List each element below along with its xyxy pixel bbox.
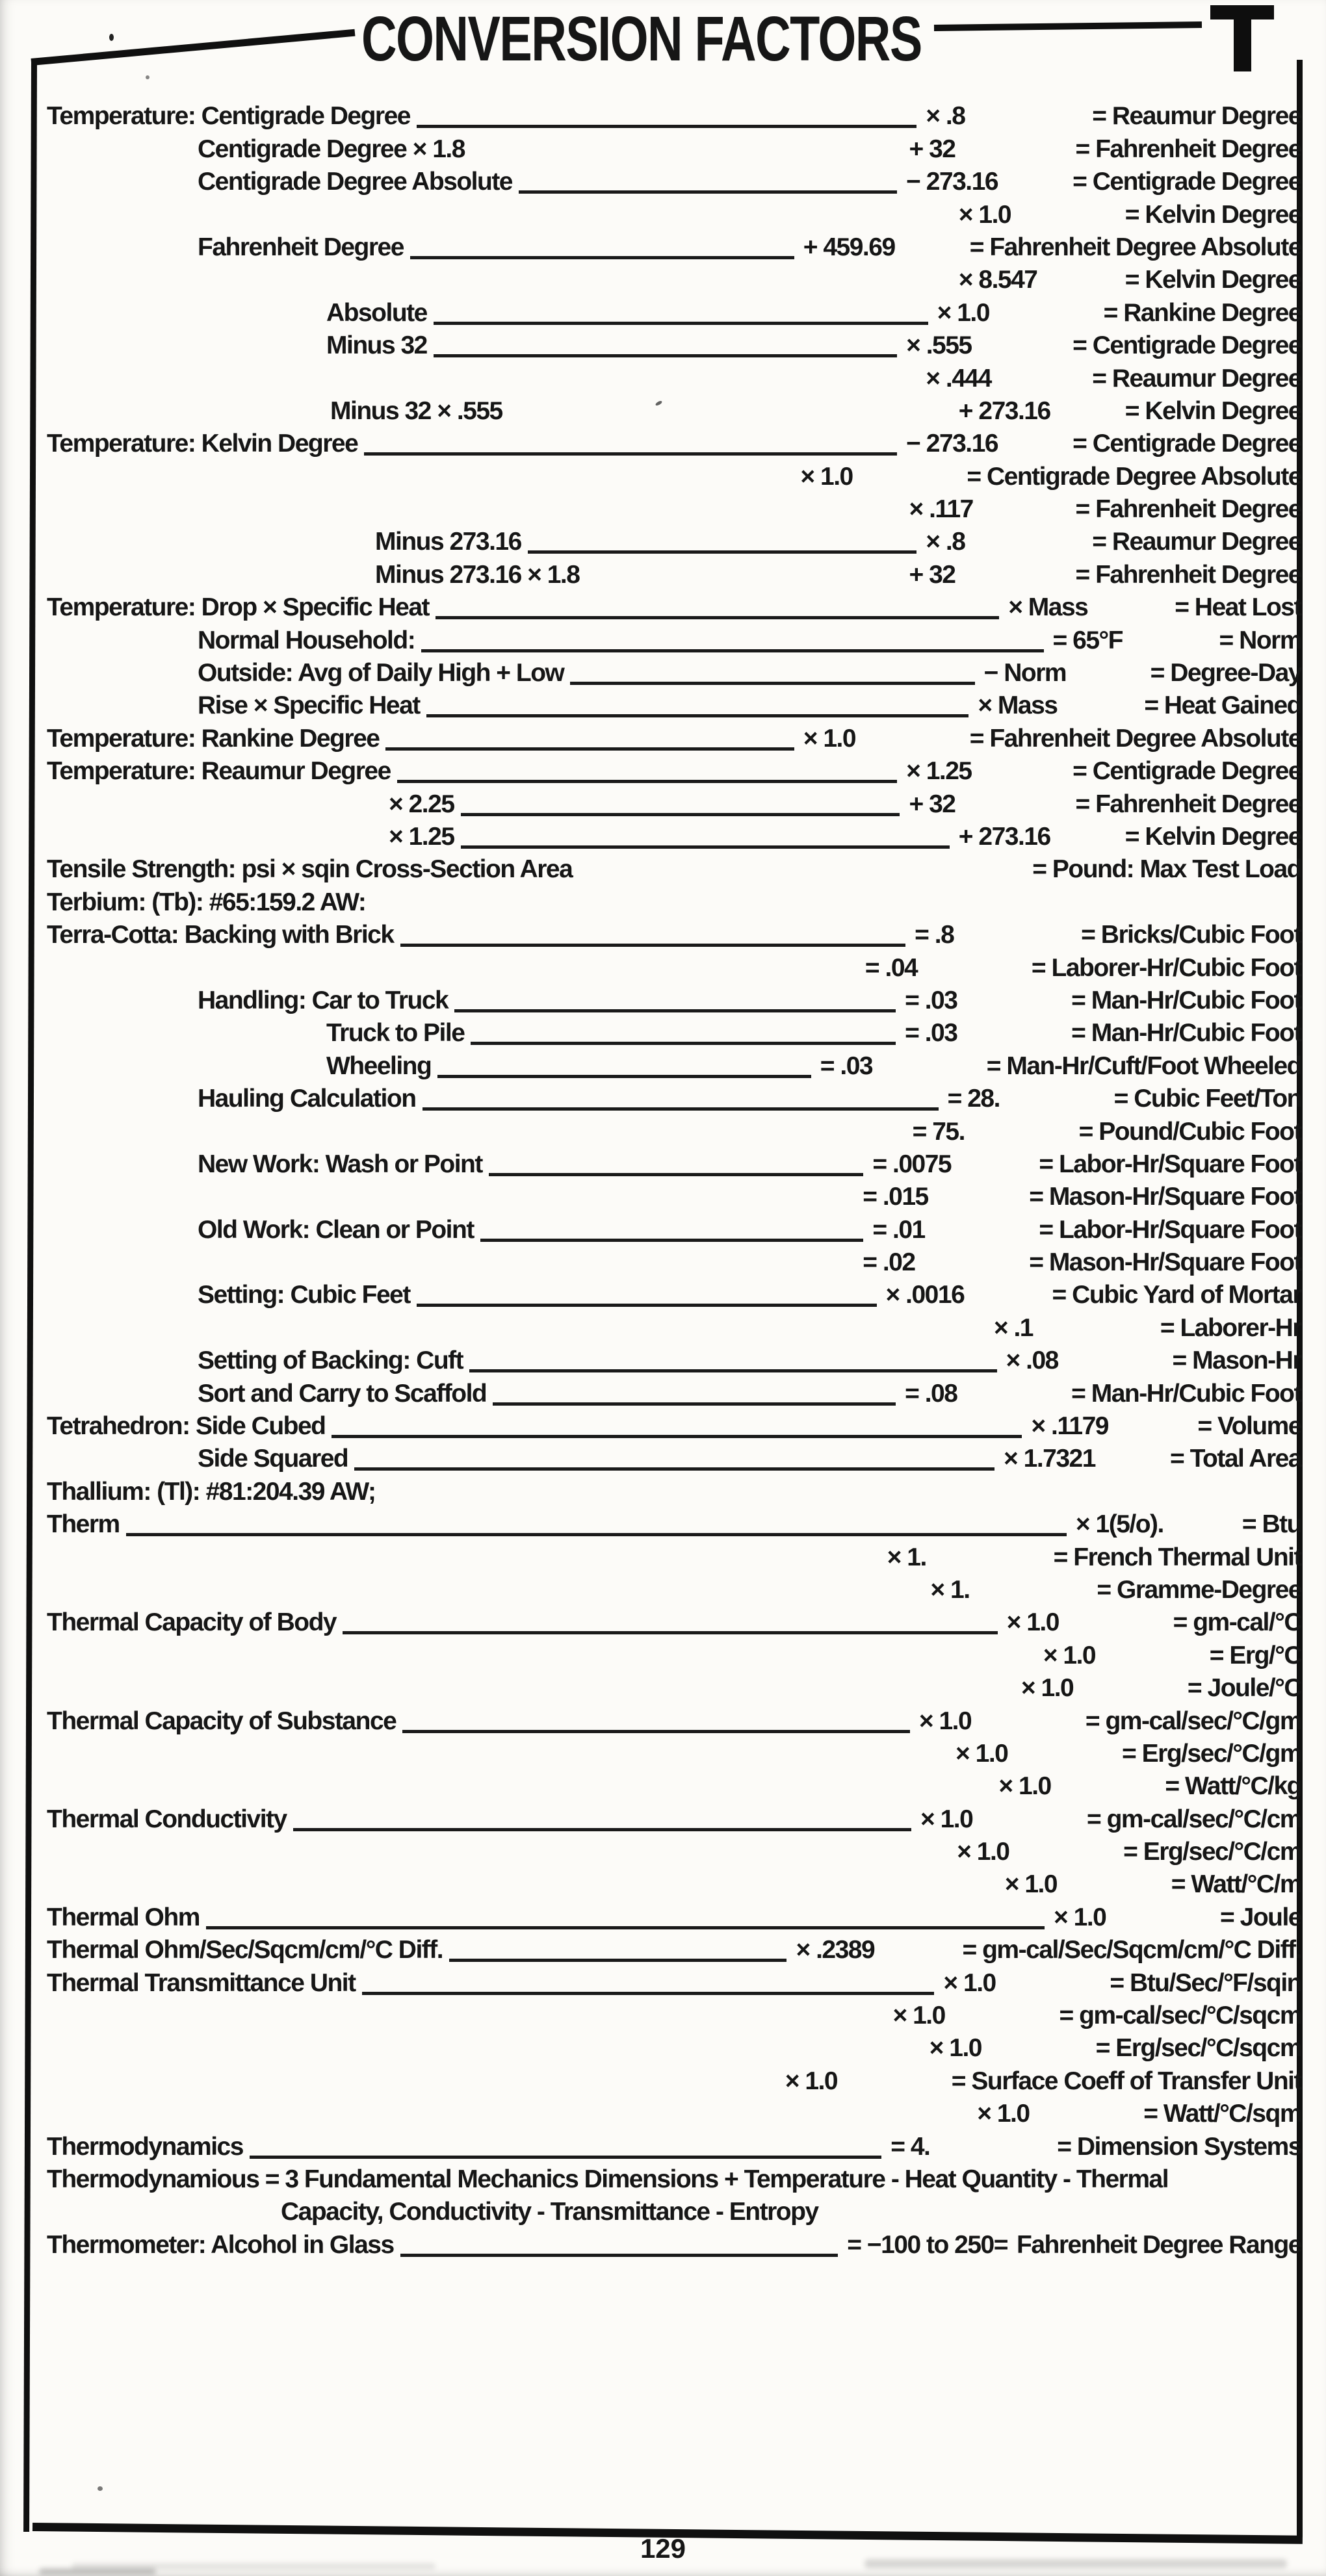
table-row — [34, 1705, 1301, 1737]
row-leader-line — [343, 1631, 997, 1634]
row-label: Temperature: Reaumur Degree — [47, 757, 391, 786]
table-row — [34, 1836, 1301, 1868]
section-letter-badge — [1210, 5, 1274, 70]
row-label: Temperature: Rankine Degree — [47, 724, 380, 753]
row-result: = French Thermal Unit — [1053, 1543, 1301, 1571]
row-result: = Laborer-Hr/Cubic Foot — [1031, 953, 1301, 982]
table-row — [34, 788, 1301, 820]
row-result: = Heat Lost — [1175, 593, 1301, 622]
table-row — [34, 198, 1301, 231]
row-operator: = .015 — [863, 1183, 928, 1211]
row-operator: × 1.0 — [918, 1707, 972, 1735]
row-result: = Man-Hr/Cuft/Foot Wheeled — [986, 1051, 1301, 1080]
row-result: = Gramme-Degree — [1097, 1575, 1301, 1604]
row-leader-line — [364, 452, 897, 456]
row-operator: × 1.7321 — [1004, 1445, 1095, 1473]
table-row — [34, 591, 1301, 624]
row-operator: × 1.0 — [1043, 1641, 1096, 1669]
row-label: Minus 32 — [326, 331, 427, 360]
row-result: = gm-cal/sec/°C/sqcm — [1059, 2002, 1301, 2030]
row-operator: × .1179 — [1031, 1412, 1108, 1441]
row-result: = Kelvin Degree — [1124, 822, 1301, 851]
table-row — [34, 2130, 1301, 2163]
row-operator: + 273.16 — [958, 822, 1050, 851]
row-operator: × 1. — [930, 1575, 970, 1604]
row-operator: − Norm — [983, 659, 1067, 688]
table-row — [34, 1639, 1301, 1671]
row-label: Truck to Pile — [326, 1019, 465, 1048]
row-operator: × .444 — [926, 364, 991, 393]
row-operator: × 1.0 — [958, 200, 1011, 229]
row-operator: × 1.0 — [957, 1838, 1009, 1866]
row-result: = Reaumur Degree — [1092, 364, 1301, 393]
row-result: = Centigrade Degree — [1072, 757, 1301, 786]
table-row — [34, 1181, 1301, 1213]
table-row — [34, 1606, 1301, 1639]
row-label: Temperature: Drop × Specific Heat — [47, 593, 430, 622]
table-row — [34, 231, 1301, 264]
row-result: = Kelvin Degree — [1124, 266, 1301, 294]
table-row — [34, 428, 1301, 460]
row-operator — [1135, 2224, 1301, 2228]
table-row — [34, 1017, 1301, 1050]
table-row — [34, 296, 1301, 329]
table-row — [34, 1311, 1301, 1344]
row-leader-line — [454, 1009, 896, 1012]
table-row — [34, 1966, 1301, 1999]
row-operator: = .8 — [915, 921, 954, 949]
table-row — [34, 1475, 1301, 1508]
row-operator: × 1.0 — [1054, 1903, 1106, 1931]
row-label: Capacity, Conductivity - Transmittance - Entropy — [281, 2198, 818, 2226]
row-operator: + 32 — [909, 135, 956, 163]
table-row — [34, 1246, 1301, 1279]
row-label: Thermal Conductivity — [47, 1805, 287, 1833]
row-label: Handling: Car to Truck — [198, 986, 448, 1014]
table-row — [34, 951, 1301, 984]
row-operator: × 1.0 — [1006, 1608, 1059, 1637]
row-leader-line — [400, 2254, 838, 2257]
row-operator: × 1.0 — [920, 1805, 973, 1833]
row-leader-line — [332, 1435, 1022, 1438]
row-operator: − 273.16 — [906, 430, 998, 458]
row-result: = Centigrade Degree Absolute — [967, 462, 1301, 491]
row-result: = Man-Hr/Cubic Foot — [1071, 1379, 1301, 1408]
row-result: = Watt/°C/sqm — [1143, 2100, 1301, 2128]
row-leader-line — [385, 747, 794, 751]
row-result: = Surface Coeff of Transfer Unit — [951, 2067, 1301, 2095]
row-result: = Man-Hr/Cubic Foot — [1071, 986, 1301, 1014]
row-operator: + 459.69 — [803, 233, 895, 261]
row-result: = Watt/°C/m — [1171, 1870, 1301, 1899]
row-result: = Cubic Feet/Ton — [1113, 1085, 1301, 1113]
row-label: Terra-Cotta: Backing with Brick — [47, 921, 394, 949]
row-operator: × 1.0 — [785, 2067, 838, 2095]
row-leader-line — [437, 1075, 811, 1078]
row-operator: + 32 — [909, 560, 956, 589]
table-row — [34, 2163, 1301, 2196]
row-leader-line — [362, 1992, 935, 1995]
scan-artifact — [39, 2568, 156, 2575]
row-leader-line — [489, 1173, 864, 1176]
row-label: Thermodynamious = 3 Fundamental Mechanics Dimensions + Temperature - Heat Quantity - Thermal — [47, 2165, 1169, 2193]
table-row — [34, 133, 1301, 165]
row-result: = Fahrenheit Degree Absolute — [969, 724, 1301, 753]
table-row — [34, 558, 1301, 591]
row-result: Fahrenheit Degree Range — [1017, 2230, 1301, 2259]
table-row — [34, 1345, 1301, 1377]
row-label: Terbium: (Tb): #65:159.2 AW: — [47, 888, 366, 916]
row-label: Setting of Backing: Cuft — [198, 1346, 463, 1375]
row-operator: × 1.0 — [803, 724, 856, 753]
row-label: Sort and Carry to Scaffold — [198, 1379, 487, 1408]
row-leader-line — [410, 256, 794, 259]
table-row — [34, 853, 1301, 886]
row-operator — [866, 882, 1032, 886]
row-label: Thermal Capacity of Substance — [47, 1707, 396, 1735]
table-row — [34, 2000, 1301, 2032]
row-operator: = .03 — [905, 1019, 957, 1048]
table-row — [34, 493, 1301, 526]
table-row — [34, 526, 1301, 558]
row-result: = Reaumur Degree — [1092, 102, 1301, 131]
row-label: Temperature: Kelvin Degree — [47, 430, 358, 458]
row-result: = Erg/°C — [1209, 1641, 1301, 1669]
row-leader-line — [436, 616, 999, 619]
row-result: = Bricks/Cubic Foot — [1081, 921, 1301, 949]
row-label: Thermodynamics — [47, 2132, 243, 2161]
table-row — [34, 755, 1301, 788]
table-row — [34, 1083, 1301, 1115]
table-row — [34, 1115, 1301, 1148]
table-row — [34, 1508, 1301, 1541]
row-operator: × .555 — [906, 331, 972, 360]
row-label: Fahrenheit Degree — [198, 233, 404, 261]
table-row — [34, 985, 1301, 1017]
table-row — [34, 1770, 1301, 1803]
row-result: = Btu — [1242, 1510, 1301, 1539]
row-result: = Labor-Hr/Square Foot — [1039, 1215, 1301, 1244]
row-label: Thermal Capacity of Body — [47, 1608, 337, 1637]
table-row — [34, 1443, 1301, 1475]
row-result: = Watt/°C/kg — [1165, 1772, 1301, 1801]
row-operator: × 1(5/o). — [1075, 1510, 1164, 1539]
table-row — [34, 2065, 1301, 2097]
row-leader-line — [397, 780, 897, 783]
row-result: = Fahrenheit Degree — [1075, 495, 1301, 524]
title-rule-left — [31, 29, 356, 66]
row-operator: × 1.25 — [906, 757, 972, 786]
row-operator: × 1.0 — [956, 1739, 1008, 1768]
table-row — [34, 1934, 1301, 1966]
row-operator: × 1.0 — [937, 298, 989, 327]
row-label: Normal Household: — [198, 626, 415, 654]
table-row — [34, 1410, 1301, 1443]
row-label: Rise × Specific Heat — [198, 691, 420, 720]
row-operator: + 32 — [909, 790, 956, 818]
row-label: Hauling Calculation — [198, 1085, 416, 1113]
row-result: = Kelvin Degree — [1124, 200, 1301, 229]
table-row — [34, 264, 1301, 296]
row-result: = Fahrenheit Degree — [1075, 135, 1301, 163]
row-result: = Pound/Cubic Foot — [1078, 1117, 1301, 1146]
row-result: = Centigrade Degree — [1072, 168, 1301, 196]
row-leader-line — [434, 322, 928, 325]
row-operator: = 4. — [890, 2132, 930, 2161]
row-operator: = .03 — [905, 986, 957, 1014]
row-result: = Kelvin Degree — [1124, 396, 1301, 425]
table-row — [34, 1148, 1301, 1181]
scan-artifact — [864, 2559, 1287, 2568]
row-leader-line — [519, 190, 897, 194]
table-row — [34, 821, 1301, 853]
row-result: = Man-Hr/Cubic Foot — [1071, 1019, 1301, 1048]
row-operator: × .08 — [1006, 1346, 1058, 1375]
scan-artifact — [98, 2486, 103, 2491]
row-operator — [1135, 915, 1301, 919]
table-row — [34, 1738, 1301, 1770]
row-result: = Degree-Day — [1150, 659, 1301, 688]
table-row — [34, 1541, 1301, 1573]
row-leader-line — [426, 714, 969, 717]
row-operator: × Mass — [1008, 593, 1088, 622]
row-operator: = −100 to 250= — [847, 2230, 1008, 2259]
row-label: × 2.25 — [389, 790, 454, 818]
row-leader-line — [250, 2156, 881, 2159]
row-leader-line — [402, 1730, 910, 1733]
row-label: Thermal Transmittance Unit — [47, 1968, 356, 1997]
row-operator: × 1. — [887, 1543, 926, 1571]
row-result: = Volume — [1197, 1412, 1301, 1441]
row-result: = Joule — [1220, 1903, 1301, 1931]
table-row — [34, 1213, 1301, 1246]
row-label: Tensile Strength: psi × sqin Cross-Section Area — [47, 855, 573, 884]
row-result: = Joule/°C — [1187, 1674, 1301, 1703]
row-label: Minus 273.16 — [375, 528, 521, 556]
row-result: = Fahrenheit Degree — [1075, 560, 1301, 589]
row-label: Wheeling — [326, 1051, 432, 1080]
row-leader-line — [417, 125, 916, 128]
table-row — [34, 166, 1301, 198]
row-label: Side Squared — [198, 1445, 348, 1473]
row-result: = Btu/Sec/°F/sqin — [1110, 1968, 1301, 1997]
row-operator: × .8 — [926, 102, 965, 131]
table-row — [34, 2098, 1301, 2130]
table-row — [34, 2196, 1301, 2228]
row-leader-line — [461, 845, 950, 849]
row-label: New Work: Wash or Point — [198, 1150, 482, 1178]
table-row — [34, 460, 1301, 493]
table-row — [34, 919, 1301, 951]
table-row — [34, 100, 1301, 133]
row-leader-line — [471, 1042, 896, 1045]
row-operator: = .02 — [863, 1248, 915, 1277]
row-result: = Heat Gained — [1144, 691, 1301, 720]
row-label: Thermal Ohm/Sec/Sqcm/cm/°C Diff. — [47, 1936, 443, 1964]
row-result: = gm-cal/sec/°C/gm — [1085, 1707, 1301, 1735]
table-row — [34, 886, 1301, 918]
row-result: = Mason-Hr — [1172, 1346, 1301, 1375]
row-leader-line — [421, 649, 1043, 652]
row-operator: × 1.0 — [800, 462, 853, 491]
page-number: 129 — [640, 2533, 686, 2564]
scan-artifact — [146, 75, 150, 79]
row-result: = Mason-Hr/Square Foot — [1029, 1183, 1301, 1211]
table-row — [34, 1803, 1301, 1835]
row-label: Minus 32 × .555 — [330, 396, 502, 425]
row-operator: + 273.16 — [958, 396, 1050, 425]
row-operator: = .0075 — [872, 1150, 952, 1178]
row-label: Old Work: Clean or Point — [198, 1215, 474, 1244]
row-result: = Centigrade Degree — [1072, 331, 1301, 360]
table-row — [34, 1279, 1301, 1311]
row-operator: × 1.0 — [1020, 1674, 1074, 1703]
row-label: Thermal Ohm — [47, 1903, 200, 1931]
row-leader-line — [461, 813, 900, 816]
table-row — [34, 689, 1301, 722]
row-leader-line — [434, 354, 897, 357]
row-label: Outside: Avg of Daily High + Low — [198, 659, 564, 688]
row-leader-line — [293, 1828, 911, 1831]
row-result: = Centigrade Degree — [1072, 430, 1301, 458]
row-operator — [1135, 1504, 1301, 1508]
row-result: = Pound: Max Test Load — [1032, 855, 1301, 884]
row-label: Tetrahedron: Side Cubed — [47, 1412, 326, 1441]
row-operator: = .03 — [820, 1051, 873, 1080]
row-leader-line — [354, 1467, 994, 1471]
page-title: CONVERSION FACTORS — [361, 3, 922, 74]
row-result: = Total Area — [1170, 1445, 1301, 1473]
row-result: = Fahrenheit Degree — [1075, 790, 1301, 818]
row-operator: × 1.0 — [998, 1772, 1051, 1801]
table-row — [34, 329, 1301, 362]
scan-artifact — [109, 34, 114, 41]
row-operator: = .04 — [864, 953, 918, 982]
row-leader-line — [493, 1402, 896, 1406]
row-operator: × .117 — [909, 495, 973, 524]
section-letter-stem — [1234, 9, 1251, 71]
table-row — [34, 2032, 1301, 2065]
table-row — [34, 2228, 1301, 2261]
row-leader-line — [206, 1926, 1045, 1929]
row-leader-line — [417, 1304, 877, 1307]
row-operator: − 273.16 — [906, 168, 998, 196]
row-leader-line — [528, 550, 916, 554]
row-leader-line — [449, 1959, 786, 1962]
row-label: Thallium: (Tl): #81:204.39 AW; — [47, 1477, 376, 1506]
row-leader-line — [126, 1533, 1067, 1536]
row-label: Temperature: Centigrade Degree — [47, 102, 410, 131]
row-operator: × 8.547 — [958, 266, 1037, 294]
row-label: Minus 273.16 × 1.8 — [375, 560, 580, 589]
row-result: = Dimension Systems — [1057, 2132, 1301, 2161]
row-result: = Laborer-Hr — [1160, 1313, 1301, 1342]
row-result: = Fahrenheit Degree Absolute — [969, 233, 1301, 261]
row-operator: × 1.0 — [977, 2100, 1030, 2128]
row-result: = gm-cal/Sec/Sqcm/cm/°C Diff. — [962, 1936, 1301, 1964]
table-row — [34, 1574, 1301, 1606]
row-operator: × 1.0 — [1004, 1870, 1058, 1899]
row-operator: × .0016 — [885, 1281, 965, 1309]
row-result: = gm-cal/sec/°C/cm — [1086, 1805, 1301, 1833]
row-leader-line — [469, 1369, 996, 1372]
row-operator: = 65°F — [1052, 626, 1123, 654]
row-operator: × Mass — [978, 691, 1058, 720]
row-operator: = .01 — [872, 1215, 925, 1244]
row-leader-line — [570, 682, 974, 685]
table-row — [34, 362, 1301, 394]
row-label: Absolute — [326, 298, 427, 327]
table-row — [34, 1868, 1301, 1901]
table-row — [34, 1901, 1301, 1933]
row-result: = Labor-Hr/Square Foot — [1039, 1150, 1301, 1178]
row-result: = Reaumur Degree — [1092, 528, 1301, 556]
table-row — [34, 1377, 1301, 1410]
row-operator: × .2389 — [796, 1936, 875, 1964]
row-label: Centigrade Degree × 1.8 — [198, 135, 465, 163]
row-leader-line — [400, 944, 906, 947]
row-result: = Erg/sec/°C/sqcm — [1095, 2034, 1301, 2063]
row-operator: × 1.0 — [943, 1968, 996, 1997]
row-operator: × .8 — [926, 528, 965, 556]
row-result: = Erg/sec/°C/cm — [1123, 1838, 1301, 1866]
table-row — [34, 657, 1301, 689]
row-result: = Rankine Degree — [1103, 298, 1301, 327]
row-operator — [1184, 2192, 1326, 2196]
table-row — [34, 1672, 1301, 1705]
table-row — [34, 395, 1301, 428]
row-label: Setting: Cubic Feet — [198, 1281, 410, 1309]
table-row — [34, 722, 1301, 754]
row-leader-line — [480, 1239, 864, 1242]
row-label: × 1.25 — [389, 822, 454, 851]
row-operator: × 1.0 — [929, 2034, 982, 2063]
row-label: Thermometer: Alcohol in Glass — [47, 2230, 394, 2259]
row-operator: = 28. — [947, 1085, 1000, 1113]
table-row — [34, 624, 1301, 656]
conversion-table — [34, 100, 1301, 2261]
row-operator: × 1.0 — [892, 2002, 945, 2030]
row-label: Therm — [47, 1510, 120, 1539]
row-result: = Mason-Hr/Square Foot — [1029, 1248, 1301, 1277]
title-rule-right — [934, 21, 1202, 31]
row-leader-line — [422, 1107, 939, 1111]
row-result: = gm-cal/°C — [1173, 1608, 1301, 1637]
table-row — [34, 1050, 1301, 1082]
row-operator: = 75. — [912, 1117, 965, 1146]
row-label: Centigrade Degree Absolute — [198, 168, 512, 196]
row-result: = Erg/sec/°C/gm — [1122, 1739, 1301, 1768]
row-operator: = .08 — [905, 1379, 957, 1408]
row-result: = Norm — [1219, 626, 1301, 654]
row-result: = Cubic Yard of Mortar — [1052, 1281, 1301, 1309]
row-operator: × .1 — [993, 1313, 1033, 1342]
